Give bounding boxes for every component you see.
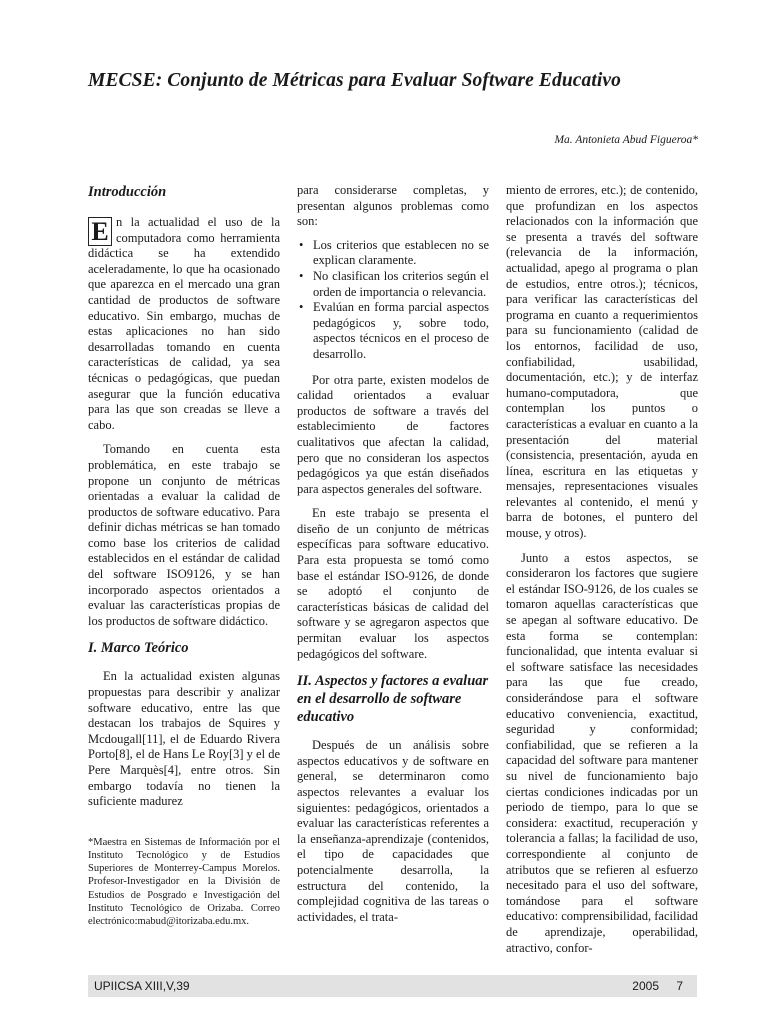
paragraph: miento de errores, etc.); de contenido, que profundizan en los aspectos relacionados con la información que se presenta a través del software (relevancia de la información, actualidad, apego al programa o plan de estudios, entre otros.); técnicos, para verificar las características del programa en cuanto a requerimientos para su funcionamiento (calidad de los entornos, facilidad de uso, confiabilidad, usabilidad, documentación, etc.); y de interfaz humano-computadora, que contemplan los puntos o características a evaluar en cuanto a la presentación del material (consistencia, presentación, ayuda en línea, escritura en las etiquetas y mensajes, representaciones visuales relevantes al contenido, el menú y barra de botones, el puntero del mouse, y otros). xyxy=(506,183,698,541)
paragraph: En la actualidad existen algunas propuestas para describir y analizar software educativo, entre las que destacan los trabajos de Squires y Mcdougall[11], el de Eduardo Rivera Porto[8], el de Hans Le Roy[3] y el de Pere Marquès[4], entre otros. Sin embargo todavía no tienen la suficiente madurez xyxy=(88,669,280,809)
heading-marco-teorico: I. Marco Teórico xyxy=(88,640,189,657)
column-2 xyxy=(297,183,489,925)
paragraph: Tomando en cuenta esta problemática, en este trabajo se propone un conjunto de métricas orientadas a evaluar la calidad de productos de software educativo. Para definir dichas métricas se han tomado como base los criterios de calidad establecidos en el estándar de calidad del software ISO9126, y se han incorporado aspectos orientados a evaluar las características propias de los productos de software didáctico. xyxy=(88,442,280,628)
page-footer xyxy=(88,975,697,997)
article-title: MECSE: Conjunto de Métricas para Evaluar Software Educativo xyxy=(88,70,622,91)
paragraph: Por otra parte, existen modelos de calidad orientados a evaluar productos de software a través del establecimiento de factores cualitativos que afectan la calidad, pero que no consideran los aspectos pedagógicos ya que están diseñados para aspectos generales del software. xyxy=(297,372,489,496)
list-item: • Los criterios que establecen no se explican claramente. xyxy=(313,238,489,269)
paragraph: Junto a estos aspectos, se consideraron los factores que sugiere el estándar ISO-9126, de los cuales se tomaron aquellas características que se apegan al software educativo. De esta forma se contemplan: funcionalidad, que intenta evaluar si el software satisface las necesidades para las que fue creado, considerándose para el software educativo conveniencia, exactitud, seguridad y conformidad; confiabilidad, que se refieren a la capacidad del software para mantener su nivel de funcionamiento bajo ciertas condiciones indicadas por un periodo de tiempo, para lo que se considera: exactitud, recuperación y tolerancia a fallas; la facilidad de uso, correspondiente al conjunto de atributos que se refieren al esfuerzo necesitado para el uso del software, tomándose para el software educativo: comprensibilidad, facilidad de aprendizaje, operabilidad, atractivo, confor- xyxy=(506,550,698,955)
column-1 xyxy=(88,183,280,928)
heading-aspectos-factores: II. Aspectos y factores a evaluar en el desarrollo de software educativo xyxy=(297,673,489,726)
paragraph-text: n la actualidad el uso de la computadora como herramienta didáctica se ha extendido aceleradamente, lo que ha ocasionado que aparezca en el mercado una gran cantidad de productos de software educativo. Sin embargo, muchas de estas aplicaciones no han sido desarrolladas tomando en cuenta características de calidad, ya sea técnicas o pedagógicas, que puedan asegurar que la función educativa para las que son creadas se lleve a cabo. xyxy=(88,215,280,432)
criteria-list xyxy=(297,238,489,363)
paragraph: para considerarse completas, y presentan algunos problemas como son: xyxy=(297,183,489,229)
author-name: Ma. Antonieta Abud Figueroa* xyxy=(554,134,698,146)
column-3 xyxy=(506,183,698,956)
paragraph xyxy=(88,215,280,433)
paragraph: Después de un análisis sobre aspectos educativos y de software en general, se determinaron como aspectos relevantes a evaluar los siguientes: pedagógicos, orientados a evaluar las características referentes a la enseñanza-aprendizaje (contenidos, el tipo de capacidades que potencialmente desarrolla, la estructura del contenido, la complejidad cognitiva de las tareas o actividades, el trata- xyxy=(297,738,489,924)
journal-reference: UPIICSA XIII,V,39 xyxy=(94,979,190,993)
footer-year: 2005 xyxy=(632,979,659,993)
drop-cap: E xyxy=(88,217,112,246)
list-item: • Evalúan en forma parcial aspectos pedagógicos y, sobre todo, aspectos técnicos en el proceso de desarrollo. xyxy=(313,300,489,362)
author-footnote: *Maestra en Sistemas de Información por el Instituto Tecnológico y de Estudios Superiores de Monterrey-Campus Morelos. Profesor-Investigador en la División de Estudios de Posgrado e Investigación del Instituto Tecnológico de Orizaba. Correo electrónico:mabud@itorizaba.edu.mx. xyxy=(88,836,280,927)
heading-introduccion: Introducción xyxy=(88,184,167,200)
page-number: 7 xyxy=(676,979,683,993)
list-item: • No clasifican los criterios según el orden de importancia o relevancia. xyxy=(313,269,489,300)
paragraph: En este trabajo se presenta el diseño de un conjunto de métricas específicas para software educativo. Para esta propuesta se tomó como base el estándar ISO-9126, de donde se adoptó el conjunto de características básicas de calidad del software y se agregaron aspectos que permitan evaluar los aspectos pedagógicos del software. xyxy=(297,506,489,661)
